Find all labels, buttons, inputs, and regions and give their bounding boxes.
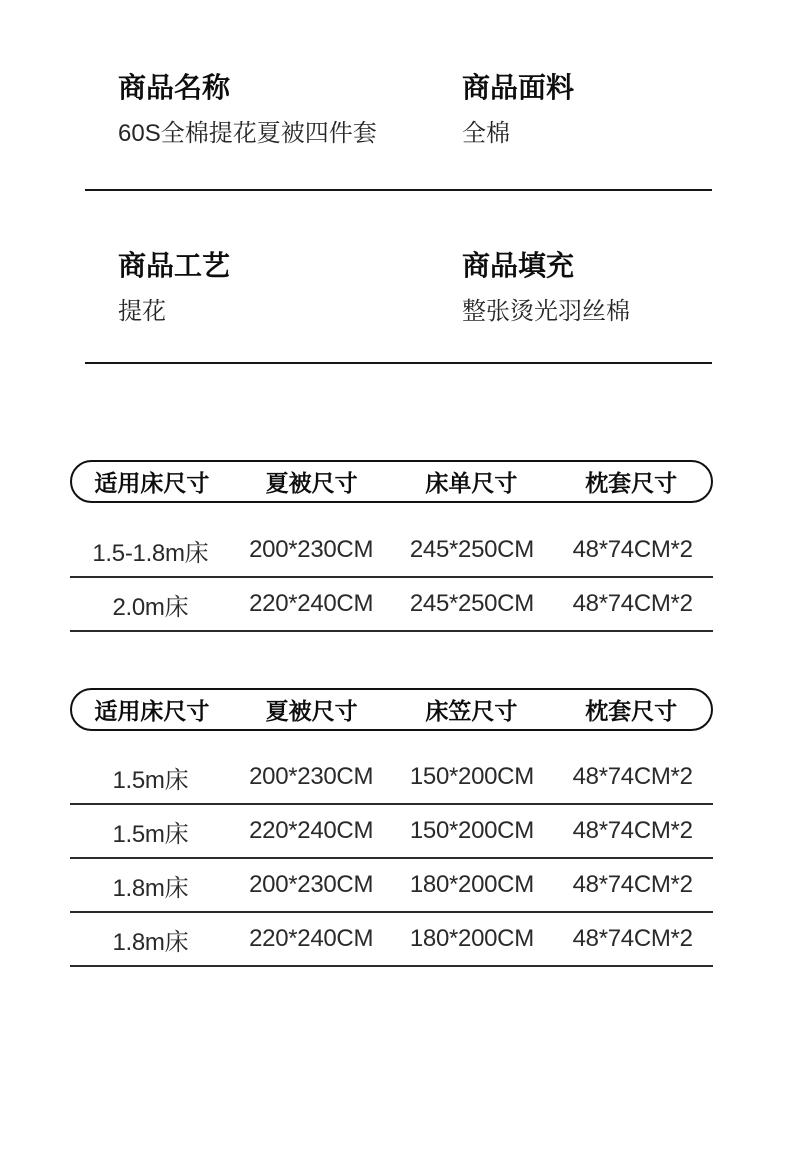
cell-pillow-size: 48*74CM*2 xyxy=(572,925,693,952)
cell-pillow-size: 48*74CM*2 xyxy=(572,590,693,617)
section-divider xyxy=(85,362,712,364)
product-filling-label: 商品填充 xyxy=(462,250,575,281)
table-header-row xyxy=(70,688,713,731)
header-cell-bed-size: 适用床尺寸 xyxy=(94,698,210,724)
table-row xyxy=(70,859,713,913)
product-craft-label: 商品工艺 xyxy=(118,250,231,281)
product-fabric-field xyxy=(462,72,720,148)
product-fabric-label: 商品面料 xyxy=(462,72,575,103)
cell-pillow-size: 48*74CM*2 xyxy=(572,536,693,563)
cell-quilt-size: 220*240CM xyxy=(249,817,374,844)
cell-pillow-size: 48*74CM*2 xyxy=(572,763,693,790)
table-row xyxy=(70,751,713,805)
product-craft-value: 提花 xyxy=(118,298,166,326)
info-section-name-fabric xyxy=(118,72,720,148)
product-name-value: 60S全棉提花夏被四件套 xyxy=(118,120,377,148)
cell-bed-size: 1.8m床 xyxy=(112,928,189,956)
header-cell-quilt-size: 夏被尺寸 xyxy=(265,470,358,496)
table-row xyxy=(70,805,713,859)
product-craft-field xyxy=(118,250,462,326)
cell-bed-size: 1.5-1.8m床 xyxy=(92,539,209,567)
size-table-flat-sheet xyxy=(70,460,713,632)
cell-pillow-size: 48*74CM*2 xyxy=(572,817,693,844)
cell-sheet-size: 245*250CM xyxy=(409,536,534,563)
cell-quilt-size: 200*230CM xyxy=(249,871,374,898)
cell-bed-size: 2.0m床 xyxy=(112,593,189,621)
info-section-craft-filling xyxy=(118,250,720,326)
table-body xyxy=(70,524,713,632)
cell-fitted-sheet-size: 180*200CM xyxy=(409,871,534,898)
table-row xyxy=(70,913,713,967)
cell-pillow-size: 48*74CM*2 xyxy=(572,871,693,898)
header-cell-sheet-size: 床单尺寸 xyxy=(425,470,518,496)
cell-sheet-size: 245*250CM xyxy=(409,590,534,617)
product-filling-value: 整张烫光羽丝棉 xyxy=(462,298,630,326)
cell-quilt-size: 200*230CM xyxy=(249,763,374,790)
size-table-fitted-sheet xyxy=(70,688,713,967)
product-filling-field xyxy=(462,250,720,326)
product-name-field xyxy=(118,72,462,148)
table-row xyxy=(70,578,713,632)
header-cell-fitted-sheet-size: 床笠尺寸 xyxy=(425,698,518,724)
table-body xyxy=(70,751,713,967)
cell-quilt-size: 220*240CM xyxy=(249,590,374,617)
table-row xyxy=(70,524,713,578)
product-name-label: 商品名称 xyxy=(118,72,231,103)
cell-fitted-sheet-size: 180*200CM xyxy=(409,925,534,952)
header-cell-quilt-size: 夏被尺寸 xyxy=(265,698,358,724)
header-cell-bed-size: 适用床尺寸 xyxy=(94,470,210,496)
header-cell-pillow-size: 枕套尺寸 xyxy=(585,698,678,724)
cell-fitted-sheet-size: 150*200CM xyxy=(409,817,534,844)
section-divider xyxy=(85,189,712,191)
product-fabric-value: 全棉 xyxy=(462,120,510,148)
table-header-row xyxy=(70,460,713,503)
cell-fitted-sheet-size: 150*200CM xyxy=(409,763,534,790)
cell-bed-size: 1.8m床 xyxy=(112,874,189,902)
header-cell-pillow-size: 枕套尺寸 xyxy=(585,470,678,496)
cell-quilt-size: 200*230CM xyxy=(249,536,374,563)
cell-bed-size: 1.5m床 xyxy=(112,820,189,848)
cell-bed-size: 1.5m床 xyxy=(112,766,189,794)
cell-quilt-size: 220*240CM xyxy=(249,925,374,952)
